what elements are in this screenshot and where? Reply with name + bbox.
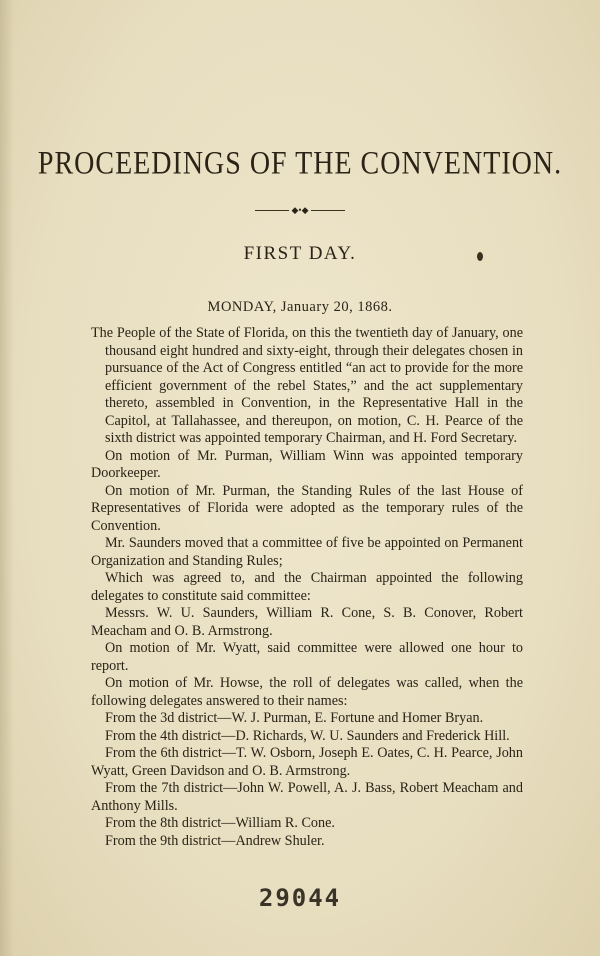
ornamental-rule xyxy=(255,205,345,215)
paragraph: On motion of Mr. Purman, William Winn was appointed temporary Doorkeeper. xyxy=(91,447,523,481)
rule-line-right xyxy=(311,210,345,211)
opening-paragraph: The People of the State of Florida, on this the twentieth day of January, one thousand eight hundred and sixty-eight, through their delegates chosen in pursuance of the Act of Congress entitled “an act to provide for the more efficient government of the rebel States,” and the act supplementary thereto, assembled in Convention, in the Representative Hall in the Capitol, at Tallahassee, and thereupon, on motion, C. H. Pearce of the sixth district was appointed temporary Chairman, and H. Ford Secretary. xyxy=(91,325,523,446)
proceedings-text xyxy=(91,325,523,850)
date-line: MONDAY, January 20, 1868. xyxy=(207,299,393,315)
district-roll-entry: From the 7th district—John W. Powell, A. J. Bass, Robert Meacham and Anthony Mills. xyxy=(91,780,523,814)
district-roll-entry: From the 9th district—Andrew Shuler. xyxy=(105,832,325,849)
district-roll-entry: From the 6th district—T. W. Osborn, Joseph E. Oates, C. H. Pearce, John Wyatt, Green Davidson and O. B. Armstrong. xyxy=(91,745,523,779)
paragraph: On motion of Mr. Purman, the Standing Rules of the last House of Representatives of Florida were adopted as the temporary rules of the Convention. xyxy=(91,482,523,534)
paragraph: On motion of Mr. Wyatt, said committee were allowed one hour to report. xyxy=(91,640,523,674)
ink-speck xyxy=(477,252,483,261)
ornament-icon: ◆•◆ xyxy=(291,205,309,215)
day-heading: FIRST DAY. xyxy=(243,243,357,264)
stamped-number: 29044 xyxy=(258,884,342,912)
district-roll-entry: From the 8th district—William R. Cone. xyxy=(105,815,335,831)
district-roll-entry: From the 4th district—D. Richards, W. U. Saunders and Frederick Hill. xyxy=(105,727,510,744)
district-roll-entry: From the 3d district—W. J. Purman, E. Fortune and Homer Bryan. xyxy=(105,710,484,726)
page-title: PROCEEDINGS OF THE CONVENTION. xyxy=(37,145,563,182)
paragraph: Which was agreed to, and the Chairman appointed the following delegates to constitute said committee: xyxy=(91,570,523,604)
rule-line-left xyxy=(255,210,289,211)
paragraph: Messrs. W. U. Saunders, William R. Cone, S. B. Conover, Robert Meacham and O. B. Armstrong. xyxy=(91,605,523,639)
paragraph: Mr. Saunders moved that a committee of five be appointed on Permanent Organization and Standing Rules; xyxy=(91,535,523,569)
paragraph: On motion of Mr. Howse, the roll of delegates was called, when the following delegates answered to their names: xyxy=(91,675,523,709)
